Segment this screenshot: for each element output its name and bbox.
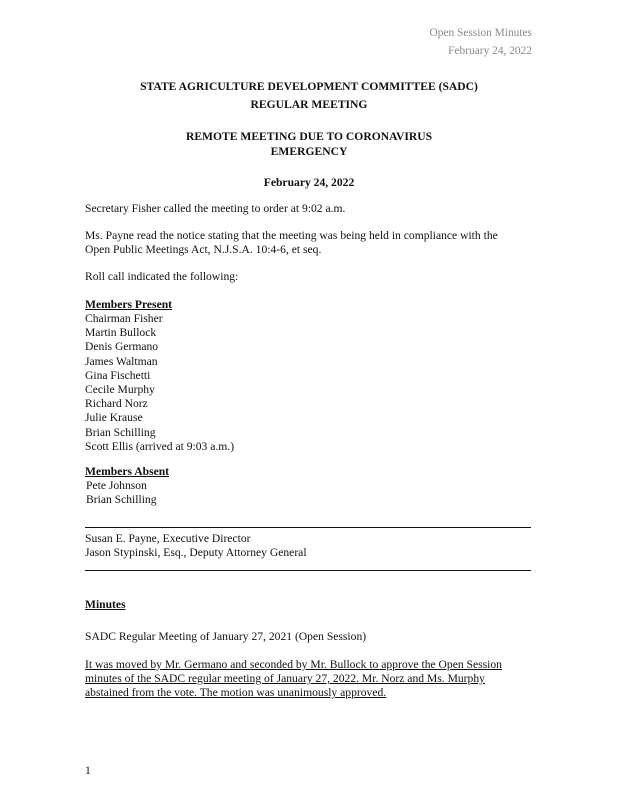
member-present: Julie Krause — [85, 411, 143, 425]
call-to-order: Secretary Fisher called the meeting to order at 9:02 a.m. — [85, 202, 346, 215]
header-title: Open Session Minutes — [429, 27, 532, 39]
divider-top — [85, 527, 531, 528]
motion-line2: minutes of the SADC regular meeting of January 27, 2022. Mr. Norz and Ms. Murphy — [85, 672, 485, 685]
roll-call: Roll call indicated the following: — [85, 270, 239, 283]
committee-title: STATE AGRICULTURE DEVELOPMENT COMMITTEE (SADC) — [140, 80, 478, 93]
notice-line2: Open Public Meetings Act, N.J.S.A. 10:4-6, et seq. — [85, 243, 322, 256]
member-present: Denis Germano — [85, 340, 159, 354]
divider-bottom — [85, 570, 531, 571]
member-present: Scott Ellis (arrived at 9:03 a.m.) — [85, 439, 235, 453]
page-number: 1 — [85, 764, 91, 777]
members-absent-list — [86, 479, 157, 507]
header-date: February 24, 2022 — [448, 45, 532, 57]
meeting-date: February 24, 2022 — [263, 176, 355, 189]
member-present: Martin Bullock — [85, 326, 157, 340]
member-present: Richard Norz — [85, 397, 148, 411]
member-present: Cecile Murphy — [85, 382, 155, 396]
member-absent: Brian Schilling — [86, 493, 157, 507]
members-present-heading: Members Present — [85, 298, 173, 311]
member-present: Brian Schilling — [85, 425, 156, 439]
members-absent-heading: Members Absent — [85, 465, 170, 478]
member-present: Gina Fischetti — [85, 368, 151, 382]
meeting-type: REGULAR MEETING — [250, 98, 368, 111]
staff-deputy-attorney-general: Jason Stypinski, Esq., Deputy Attorney General — [85, 546, 307, 559]
motion-line1: It was moved by Mr. Germano and seconded by Mr. Bullock to approve the Open Session — [85, 658, 502, 671]
member-absent: Pete Johnson — [86, 479, 147, 492]
staff-executive-director: Susan E. Payne, Executive Director — [85, 532, 251, 545]
remote-notice-line1: REMOTE MEETING DUE TO CORONAVIRUS — [185, 130, 433, 143]
member-present: Chairman Fisher — [85, 312, 163, 325]
minutes-heading: Minutes — [85, 598, 126, 611]
minutes-item: SADC Regular Meeting of January 27, 2021 (Open Session) — [85, 630, 367, 643]
notice-line1: Ms. Payne read the notice stating that the meeting was being held in compliance with the — [85, 229, 498, 242]
member-present: James Waltman — [85, 354, 158, 368]
remote-notice-line2: EMERGENCY — [270, 145, 348, 158]
members-present-list — [85, 312, 234, 454]
motion-line3: abstained from the vote. The motion was unanimously approved. — [85, 686, 387, 699]
